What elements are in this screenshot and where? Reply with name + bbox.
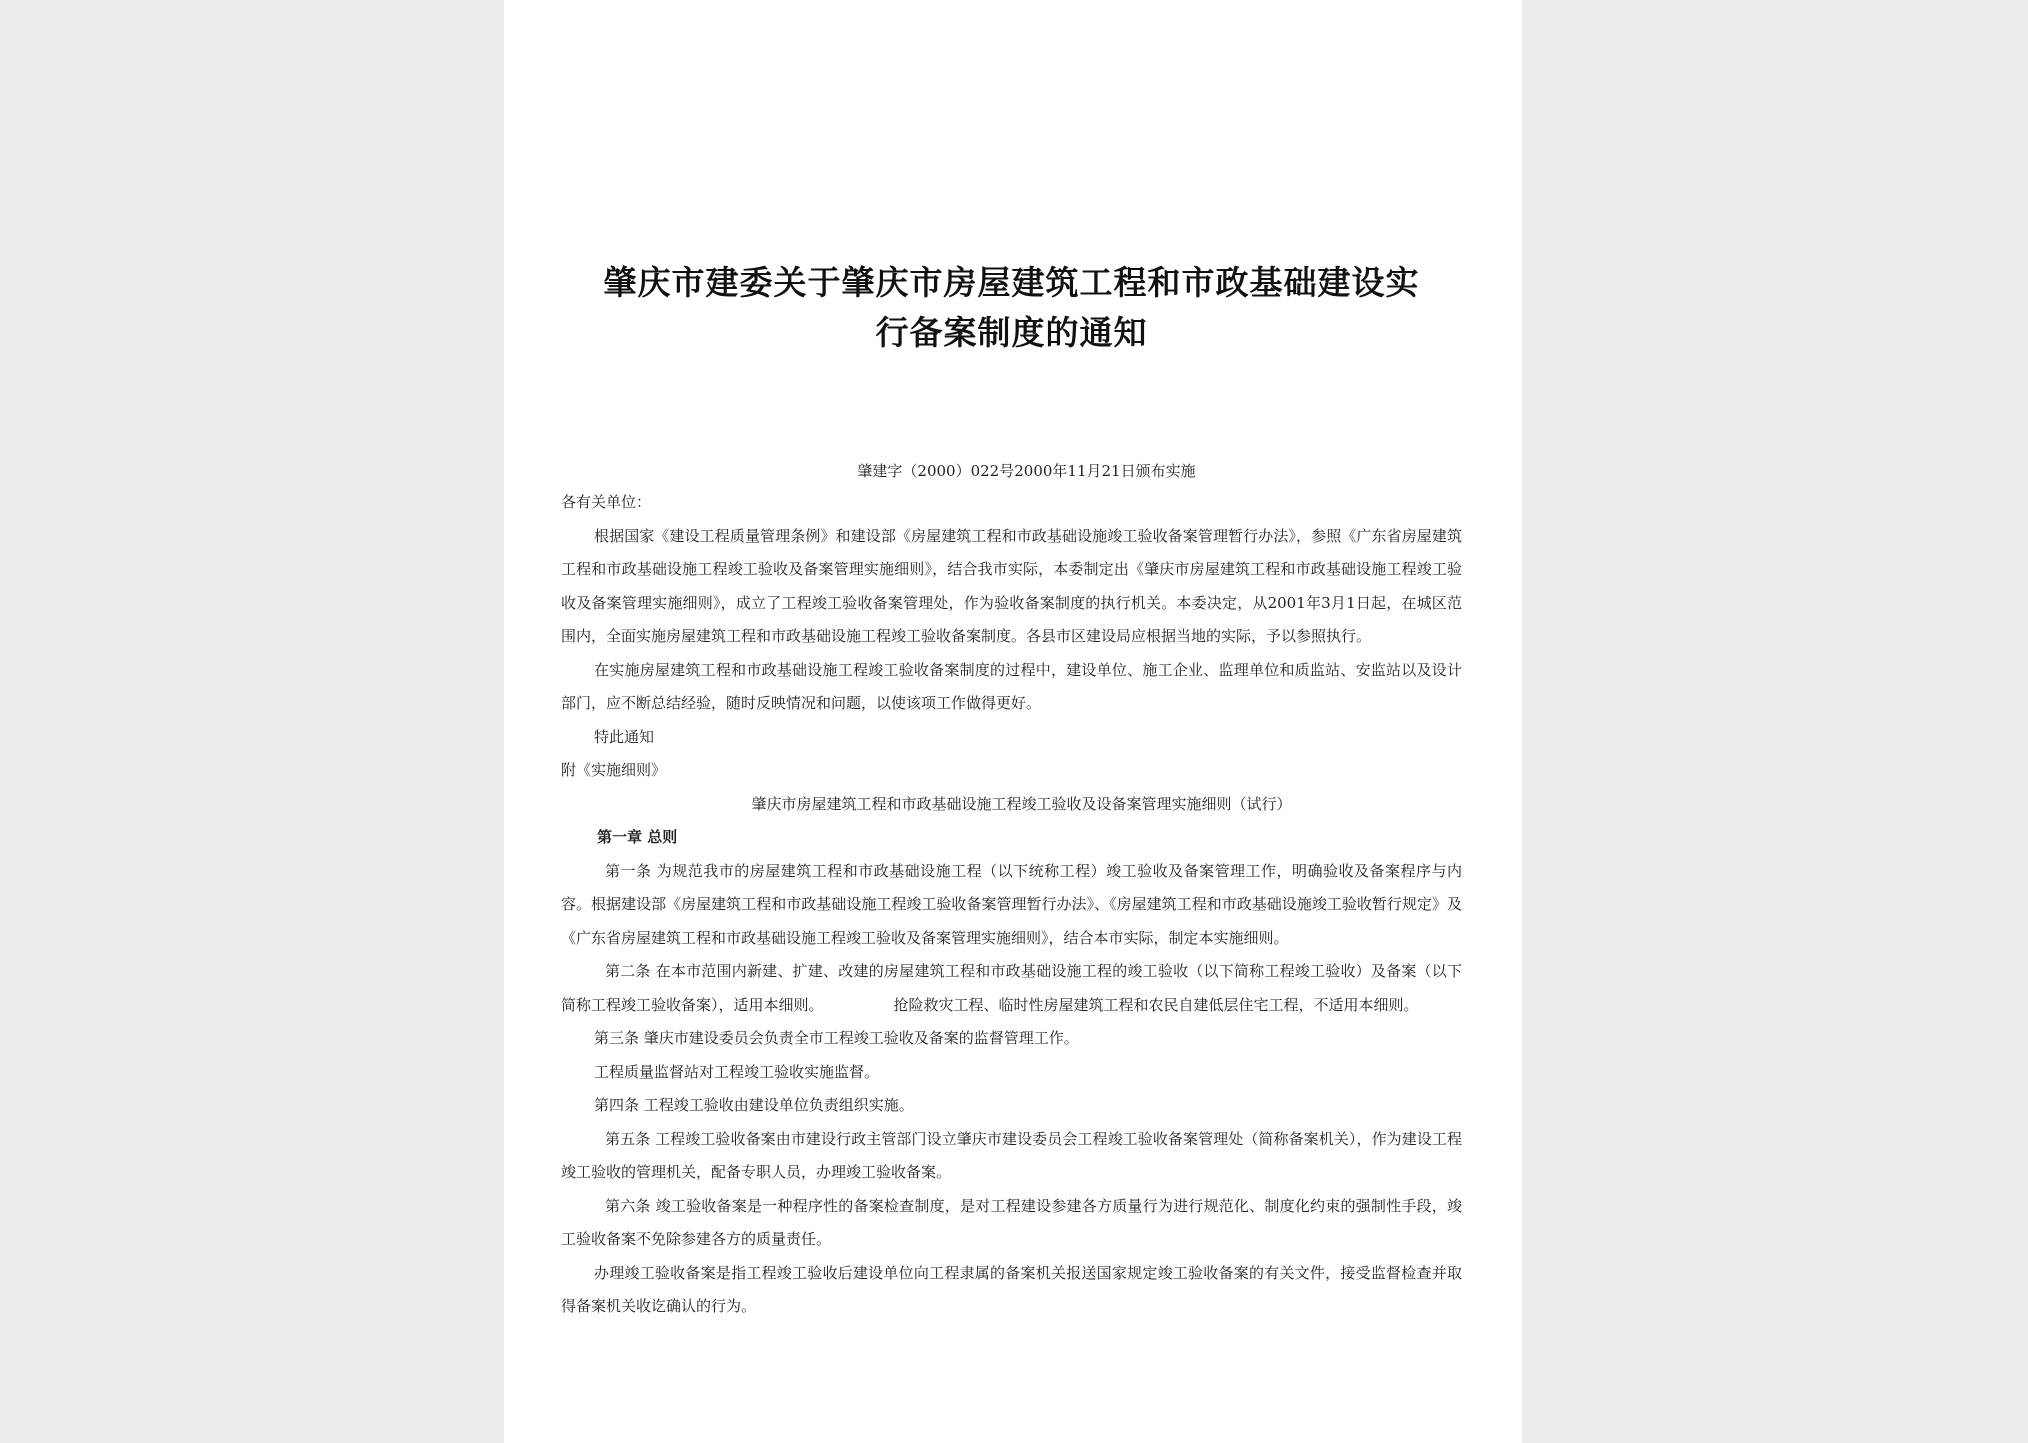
paragraph-2: 在实施房屋建筑工程和市政基础设施工程竣工验收备案制度的过程中，建设单位、施工企业、监理单位和质监站、安监站以及设计部门，应不断总结经验，随时反映情况和问题，以使该项工作做得更好。: [561, 660, 1462, 712]
article-4: 第四条 工程竣工验收由建设单位负责组织实施。: [594, 1096, 914, 1114]
document-body: [561, 486, 1462, 1324]
article-6-definition: 办理竣工验收备案是指工程竣工验收后建设单位向工程隶属的备案机关报送国家规定竣工验收备案的有关文件，接受监督检查并取得备案机关收讫确认的行为。: [561, 1263, 1462, 1315]
article-2-main: 第二条 在本市范围内新建、扩建、改建的房屋建筑工程和市政基础设施工程的竣工验收（以下简称工程竣工验收）及备案（以下简称工程竣工验收备案），适用本细则。: [561, 962, 1462, 1014]
article-2-exception: 抢险救灾工程、临时性房屋建筑工程和农民自建低层住宅工程，不适用本细则。: [893, 995, 1419, 1014]
attachment-title: 肇庆市房屋建筑工程和市政基础设施工程竣工验收及设备案管理实施细则（试行）: [751, 794, 1292, 813]
chapter-heading: 第一章 总则: [597, 828, 678, 846]
article-3: 第三条 肇庆市建设委员会负责全市工程竣工验收及备案的监督管理工作。: [594, 1029, 1079, 1047]
title-line-2: 行备案制度的通知: [875, 313, 1148, 352]
document-number: 肇建字（2000）022号2000年11月21日颁布实施: [857, 462, 1196, 480]
article-6: 第六条 竣工验收备案是一种程序性的备案检查制度，是对工程建设参建各方质量行为进行规范化、制度化约束的强制性手段，竣工验收备案不免除参建各方的质量责任。: [561, 1196, 1462, 1248]
article-5: 第五条 工程竣工验收备案由市建设行政主管部门设立肇庆市建设委员会工程竣工验收备案管理处（简称备案机关），作为建设工程竣工验收的管理机关，配备专职人员，办理竣工验收备案。: [561, 1129, 1462, 1181]
title-line-1: 肇庆市建委关于肇庆市房屋建筑工程和市政基础建设实: [603, 263, 1420, 302]
salutation: 各有关单位：: [561, 493, 652, 511]
article-1: 第一条 为规范我市的房屋建筑工程和市政基础设施工程（以下统称工程）竣工验收及备案管理工作，明确验收及备案程序与内容。根据建设部《房屋建筑工程和市政基础设施工程竣工验收备案管理暂行办法》、《房屋建筑工程和市政基础设施竣工验收暂行规定》及《广东省房屋建筑工程和市政基础设施工程竣工验收及备案管理实施细则》，结合本市实际，制定本实施细则。: [561, 861, 1462, 947]
article-2: [561, 955, 1462, 1022]
document-page: [504, 0, 1522, 1443]
article-3-supervision: 工程质量监督站对工程竣工验收实施监督。: [594, 1062, 880, 1081]
notice-closing: 特此通知: [594, 727, 655, 746]
paragraph-1: 根据国家《建设工程质量管理条例》和建设部《房屋建筑工程和市政基础设施竣工验收备案管理暂行办法》，参照《广东省房屋建筑工程和市政基础设施工程竣工验收及备案管理实施细则》，结合我市实际，本委制定出《肇庆市房屋建筑工程和市政基础设施工程竣工验收及备案管理实施细则》，成立了工程竣工验收备案管理处，作为验收备案制度的执行机关。本委决定，从2001年3月1日起，在城区范围内，全面实施房屋建筑工程和市政基础设施工程竣工验收备案制度。各县市区建设局应根据当地的实际，予以参照执行。: [561, 526, 1462, 645]
document-title: [561, 258, 1462, 358]
attachment-line: 附《实施细则》: [561, 761, 667, 779]
